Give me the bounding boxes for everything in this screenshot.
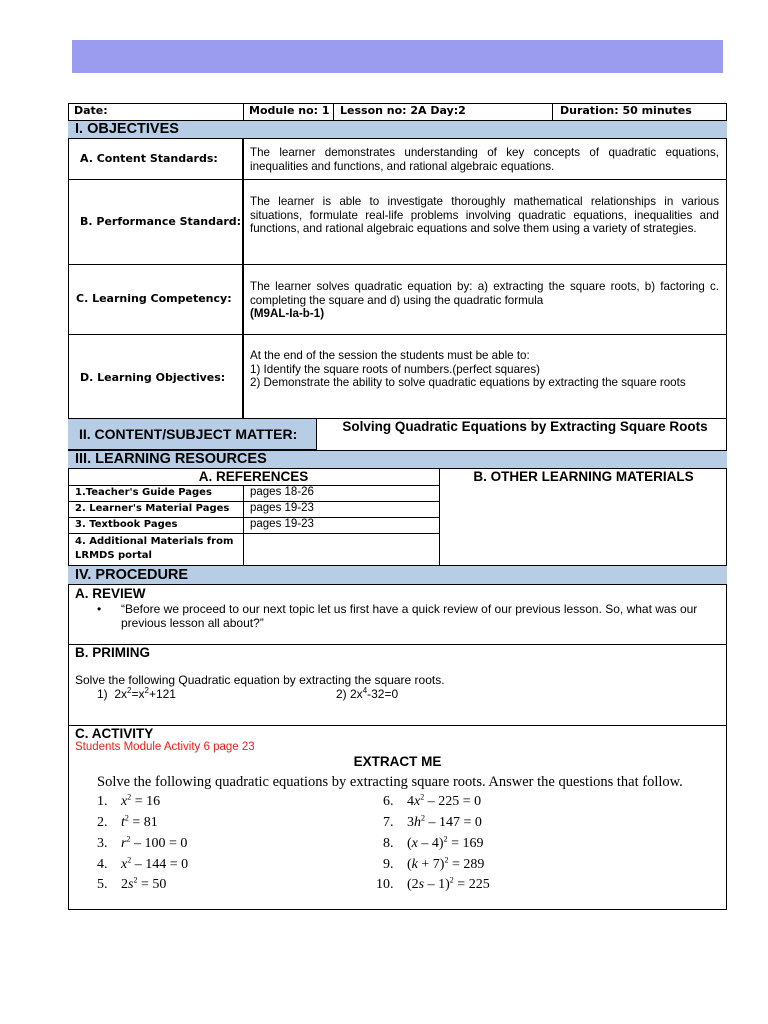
priming-title: B. PRIMING <box>75 645 151 660</box>
learning-competency-text: The learner solves quadratic equation by: a) extracting the square roots, b) factoring c. completing the square and d) using the quadratic formula (M9AL-Ia-b-1) <box>250 280 719 320</box>
procedure-heading: IV. PROCEDURE <box>68 565 727 585</box>
equation: $x^2 - 144 = 0$ <box>121 855 189 872</box>
learning-competency-label: C. Learning Competency: <box>76 292 232 305</box>
equation: $(k + 7)^2 = 289$ <box>407 855 485 872</box>
references-heading: A. REFERENCES <box>198 469 309 484</box>
activity-subtitle: EXTRACT ME <box>353 754 442 769</box>
ref-row-value: pages 19-23 <box>250 502 314 514</box>
equation: $4x^2 - 225 = 0$ <box>407 792 482 809</box>
equation: $x^2 = 16$ <box>121 792 161 809</box>
date-label: Date: <box>74 104 108 117</box>
activity-instruction: Solve the following quadratic equations by extracting square roots. Answer the questions that follow. <box>97 774 683 790</box>
objectives-heading: I. OBJECTIVES <box>68 120 727 139</box>
lesson-label: Lesson no: 2A Day:2 <box>340 104 466 117</box>
priming-item-2: 2) $2x^4-32=0$ <box>336 686 399 701</box>
ref-row-label: 4. Additional Materials from LRMDS portal <box>75 536 234 561</box>
ref-row-label: 1.Teacher's Guide Pages <box>75 487 212 498</box>
objective-item-2: 2) Demonstrate the ability to solve quadratic equations by extracting the square roots <box>250 376 686 389</box>
learning-objectives-label: D. Learning Objectives: <box>80 371 226 384</box>
eq-number: 1. <box>97 794 108 809</box>
eq-number: 7. <box>383 815 394 830</box>
eq-number: 8. <box>383 836 394 851</box>
module-label: Module no: 1 <box>249 104 330 117</box>
eq-number: 4. <box>97 857 108 872</box>
other-materials-heading: B. OTHER LEARNING MATERIALS <box>473 469 694 484</box>
performance-standard-label: B. Performance Standard: <box>80 215 242 228</box>
review-title: A. REVIEW <box>75 586 146 601</box>
priming-instruction: Solve the following Quadratic equation by extracting the square roots. <box>75 673 445 687</box>
equation: (2s – 1)$^2$ = 225 <box>407 875 490 892</box>
priming-item-1: 1) $2x^2=x^2+121$ <box>97 686 176 701</box>
equation: (x – 4)$^2$ = 169 <box>407 834 484 851</box>
bullet-icon: • <box>97 602 102 616</box>
ref-row-value: pages 18-26 <box>250 486 314 498</box>
review-question: “Before we proceed to our next topic let us first have a quick review of our previous lesson. So, what was our previous lesson all about?” <box>121 602 698 630</box>
ref-row-value: pages 19-23 <box>250 518 314 530</box>
content-standards-text: The learner demonstrates understanding of key concepts of quadratic equations, inequalities and functions, and rational algebraic equations. <box>250 146 719 173</box>
objectives-intro: At the end of the session the students must be able to: <box>250 349 530 362</box>
learning-objectives-text <box>250 349 719 390</box>
eq-number: 5. <box>97 877 108 892</box>
top-banner <box>72 40 723 73</box>
duration-label: Duration: 50 minutes <box>560 104 692 117</box>
eq-number: 6. <box>383 794 394 809</box>
learning-resources-heading: III. LEARNING RESOURCES <box>68 450 727 469</box>
equation: $t^2 = 81$ <box>121 813 158 830</box>
eq-number: 2. <box>97 815 108 830</box>
activity-title: C. ACTIVITY <box>75 726 154 741</box>
ref-row-label: 2. Learner's Material Pages <box>75 503 230 514</box>
eq-number: 10. <box>376 877 394 892</box>
content-standards-label: A. Content Standards: <box>80 152 218 165</box>
equation: $2s^2 = 50$ <box>121 875 167 892</box>
activity-note: Students Module Activity 6 page 23 <box>75 741 255 753</box>
equation: $r^2 - 100 = 0$ <box>121 834 188 851</box>
eq-number: 3. <box>97 836 108 851</box>
eq-number: 9. <box>383 857 394 872</box>
performance-standard-text: The learner is able to investigate thoroughly mathematical relationships in various situations, formulate real-life problems involving quadratic equations, inequalities and functions, and rational algebraic equations and solve them using a variety of strategies. <box>250 195 719 235</box>
objective-item-1: 1) Identify the square roots of numbers.(perfect squares) <box>250 362 540 376</box>
content-value: Solving Quadratic Equations by Extracting Square Roots <box>342 419 708 434</box>
content-label: II. CONTENT/SUBJECT MATTER: <box>79 426 298 442</box>
ref-row-label: 3. Textbook Pages <box>75 519 178 530</box>
equation: $3h^2 - 147 = 0$ <box>407 813 482 830</box>
competency-code: (M9AL-Ia-b-1) <box>250 307 325 320</box>
